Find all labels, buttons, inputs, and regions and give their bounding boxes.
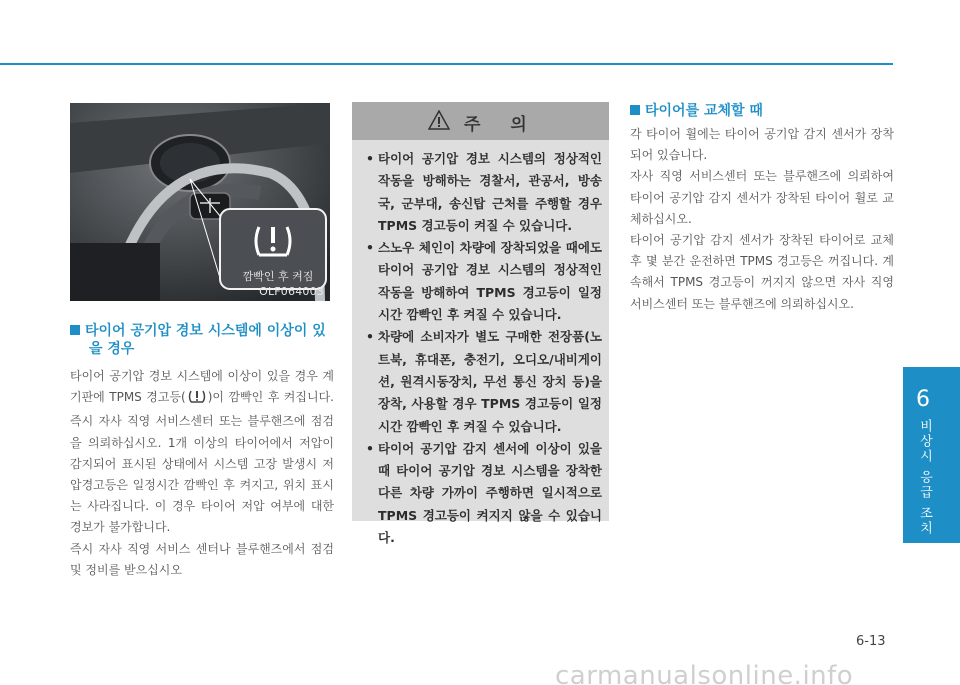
section-marker-icon [630, 105, 640, 115]
body-text: 타이어 공기압 경보 시스템에 이상이 있을 경우 계기판에 TPMS 경고등( [70, 369, 334, 405]
caution-item: • 타이어 공기압 경보 시스템의 정상적인 작동을 방해하는 경찰서, 관공서, 방송국, 군부대, 송신탑 근처를 주행할 경우 TPMS 경고등이 켜질 수 있습니다. [366, 148, 602, 237]
section-title-tpms-malfunction [70, 322, 332, 358]
caution-title: 주의 [464, 115, 557, 135]
caution-item: • 스노우 체인이 차량에 장착되었을 때에도 타이어 공기압 경보 시스템의 정상적인 작동을 방해하여 TPMS 경고등이 일정시간 깜빡인 후 켜질 수 있습니다. [366, 237, 602, 326]
figure-code: OLF064003 [259, 285, 324, 298]
caution-item: • 타이어 공기압 감지 센서에 이상이 있을 때 타이어 공기압 경보 시스템을 장착한 다른 차량 가까이 주행하면 일시적으로 TPMS 경고등이 켜지지 않을 수 있습니다. [366, 438, 602, 549]
caution-item: • 차량에 소비자가 별도 구매한 전장품(노트북, 휴대폰, 충전기, 오디오/내비게이션, 원격시동장치, 무선 통신 장치 등)을 장착, 사용할 경우 TPMS 경고등이 일정시간 깜빡인 후 켜질 수 있습니다. [366, 326, 602, 437]
chapter-number: 6 [916, 387, 930, 412]
tpms-inline-icon [188, 389, 206, 411]
tire-replace-body [630, 124, 894, 315]
watermark: carmanualsonline.info [555, 661, 854, 685]
chapter-tab [903, 367, 960, 543]
section-title-text: 타이어를 교체할 때 [645, 103, 763, 119]
section-marker-icon [70, 325, 80, 335]
chapter-label: 비상시 응급 조치 [917, 419, 932, 537]
paragraph [70, 366, 334, 539]
caution-box [352, 102, 609, 546]
warning-triangle-icon [428, 110, 450, 130]
body-text: )이 깜빡인 후 켜집니다. 즉시 자사 직영 서비스센터 또는 블루핸즈에 점검을 의뢰하십시오. 1개 이상의 타이어에서 저압이 감지되어 표시된 상태에서 시스템 고장 발생시 저압경고등은 일정시간 깜빡인 후 켜지고, 위치 표시는 사라집니다. 이 경우 타이어 저압 여부에 대한 경보가 불가합니다. [70, 390, 334, 535]
paragraph: 자사 직영 서비스센터 또는 블루핸즈에 의뢰하여 타이어 공기압 감지 센서가 장착된 타이어 휠로 교체하십시오. [630, 169, 894, 226]
paragraph: 즉시 자사 직영 서비스 센터나 블루핸즈에서 점검 및 정비를 받으십시오 [70, 541, 334, 577]
top-rule [0, 63, 893, 65]
section-title-line1: 타이어 공기압 경보 시스템에 이상이 있 [85, 323, 326, 339]
inset-caption: 깜빡인 후 켜짐 [242, 270, 314, 283]
tpms-malfunction-body [70, 366, 334, 581]
caution-list [366, 148, 602, 549]
section-title-line2: 을 경우 [89, 341, 135, 357]
paragraph: 타이어 공기압 감지 센서가 장착된 타이어로 교체 후 몇 분간 운전하면 TPMS 경고등은 꺼집니다. 계속해서 TPMS 경고등이 꺼지지 않으면 자사 직영 서비스센터 또는 블루핸즈에 의뢰하십시오. [630, 233, 894, 311]
page-number: 6-13 [856, 634, 886, 649]
caution-header [352, 102, 609, 140]
paragraph: 각 타이어 휠에는 타이어 공기압 감지 센서가 장착되어 있습니다. [630, 127, 894, 163]
section-title-tire-replace [630, 102, 763, 120]
